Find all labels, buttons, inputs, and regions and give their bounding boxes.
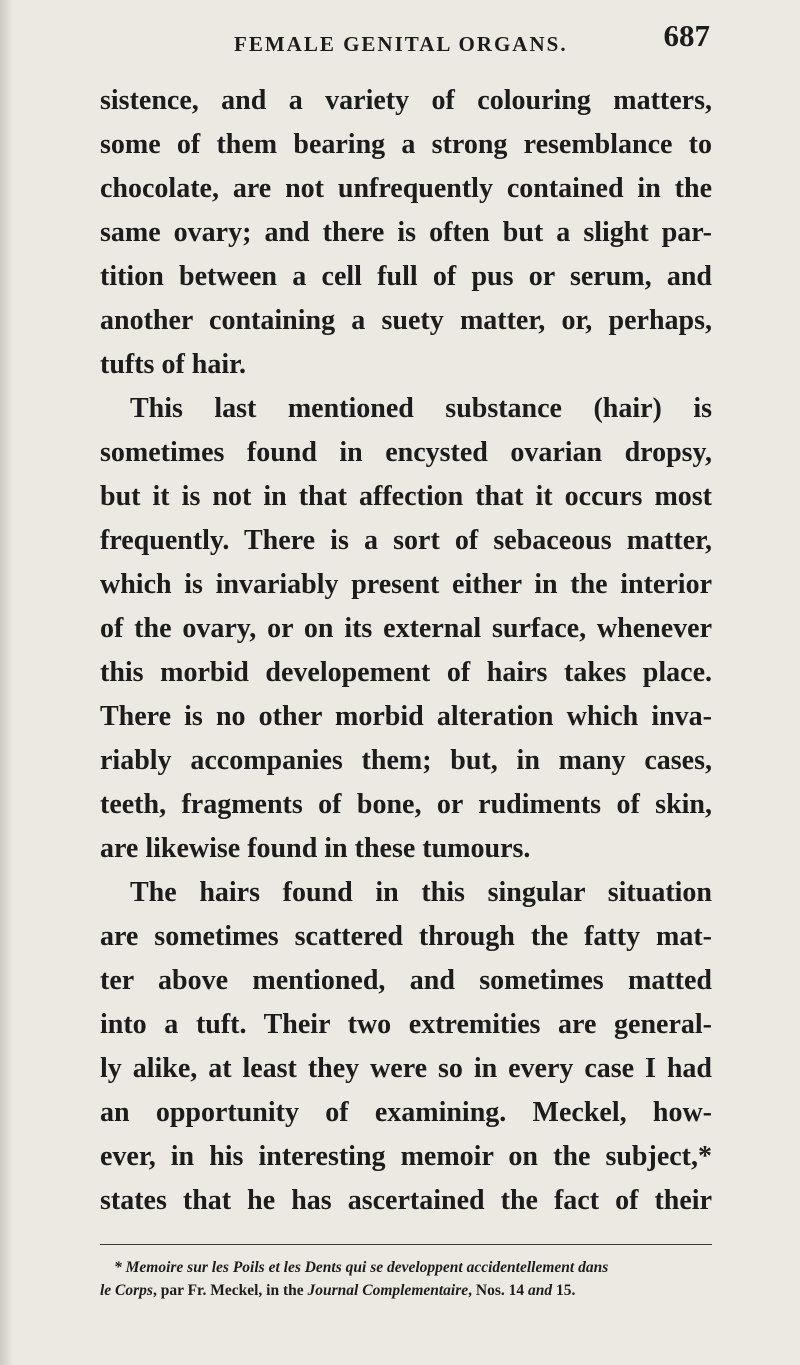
text-line: which is invariably present either in the interior	[100, 569, 712, 600]
footnote-line: * Memoire sur les Poils et les Dents qui se developpent accidentellement dans	[114, 1259, 609, 1276]
running-head: FEMALE GENITAL ORGANS.	[234, 32, 568, 56]
text-line: sometimes found in encysted ovarian dropsy,	[100, 437, 712, 468]
text-line: tition between a cell full of pus or serum, and	[100, 261, 712, 292]
text-line: into a tuft. Their two extremities are general-	[100, 1009, 712, 1040]
text-line: this morbid developement of hairs takes place.	[100, 657, 712, 688]
text-line: ly alike, at least they were so in every case I had	[100, 1053, 712, 1084]
text-line: chocolate, are not unfrequently contained in the	[100, 173, 712, 204]
text-line: teeth, fragments of bone, or rudiments of skin,	[100, 789, 712, 820]
text-line: some of them bearing a strong resemblance to	[100, 129, 712, 160]
text-line: ter above mentioned, and sometimes matted	[100, 965, 712, 996]
text-line: sistence, and a variety of colouring matters,	[100, 85, 712, 116]
text-line: of the ovary, or on its external surface, whenever	[100, 613, 712, 644]
text-line: riably accompanies them; but, in many cases,	[100, 745, 712, 776]
footnote	[100, 1256, 712, 1302]
footnote-text: , Nos. 14	[468, 1282, 529, 1299]
text-line: This last mentioned substance (hair) is	[130, 393, 712, 424]
text-line: another containing a suety matter, or, perhaps,	[100, 305, 712, 336]
page-header	[100, 18, 710, 70]
text-line: same ovary; and there is often but a slight par-	[100, 217, 712, 248]
text-line: ever, in his interesting memoir on the subject,*	[100, 1141, 712, 1172]
text-line: are sometimes scattered through the fatty mat-	[100, 921, 712, 952]
page-number: 687	[663, 18, 710, 53]
body-text	[100, 79, 712, 1223]
text-line: frequently. There is a sort of sebaceous matter,	[100, 525, 712, 556]
text-line: but it is not in that affection that it occurs most	[100, 481, 712, 512]
footnote-text: , par Fr. Meckel, in the	[152, 1282, 308, 1299]
footnote-text: 15.	[552, 1282, 576, 1299]
text-line: are likewise found in these tumours.	[100, 833, 531, 864]
footnote-journal-title: Journal Complementaire	[307, 1282, 469, 1299]
text-line: The hairs found in this singular situation	[130, 877, 712, 908]
footnote-italic-text: and	[528, 1282, 553, 1299]
text-line: tufts of hair.	[100, 349, 246, 380]
footnote-divider	[100, 1244, 712, 1245]
footnote-italic-text: le Corps	[100, 1282, 153, 1299]
page-gutter-shadow	[0, 0, 14, 1365]
footnote-line	[100, 1279, 712, 1302]
text-line: states that he has ascertained the fact of their	[100, 1185, 712, 1216]
text-line: There is no other morbid alteration which inva-	[100, 701, 712, 732]
text-line: an opportunity of examining. Meckel, how-	[100, 1097, 712, 1128]
